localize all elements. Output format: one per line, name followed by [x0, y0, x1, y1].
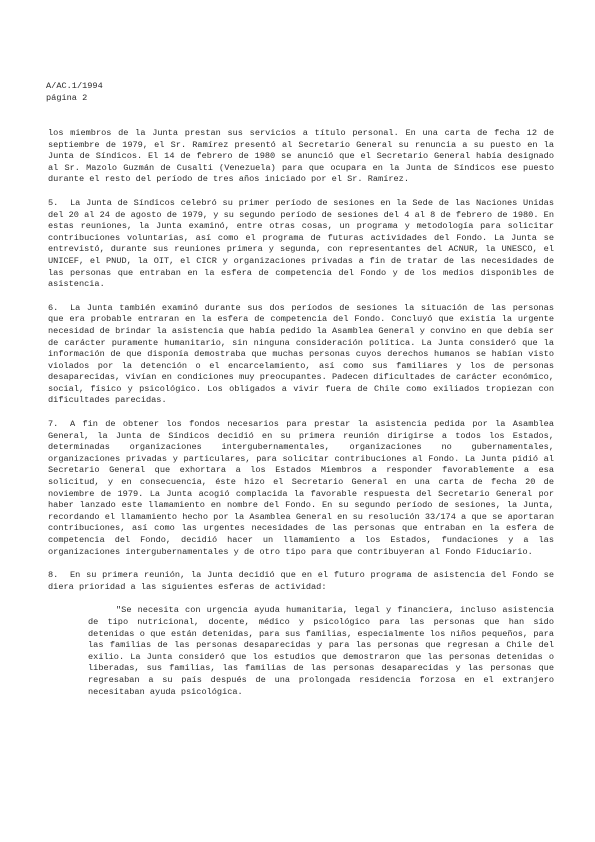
paragraph-number: 8.	[48, 570, 59, 581]
paragraph-text: La Junta también examinó durante sus dos períodos de sesiones la situación de las personas que era probable entraran en la esfera de competencia del Fondo. Concluyó que existía la urgente necesidad de brindar la asistencia que había pedido la Asamblea General y convino en que debía ser de carácter puramente humanitario, sin ninguna consideración política. La Junta consideró que la información de que disponía demostraba que muchas personas cuyos derechos humanos se habían visto violados por la detención o el encarcelamiento, así como sus familiares y los de personas desaparecidas, vivían en condiciones muy preocupantes. Padecen dificultades de carácter económico, social, físico y psicológico. Los obligados a vivir fuera de Chile como exiliados tropiezan con dificultades parecidas.	[48, 302, 554, 406]
paragraph-8	[48, 570, 554, 593]
quoted-block: "Se necesita con urgencia ayuda humanitaria, legal y financiera, incluso asistencia de tipo nutricional, docente, médico y psicológico para las personas que han sido detenidas o que están detenidas, para sus familias, especialmente los niños pequeños, para las familias de las personas desaparecidas y para las personas que regresan a Chile del exilio. La Junta consideró que los estudios que demostraron que las personas detenidas o liberadas, sus familias, las familias de las personas desaparecidas y las personas que regresaban a su país después de una prolongada residencia forzosa en el extranjero necesitaban ayuda psicológica.	[88, 605, 554, 697]
page-number: página 2	[46, 93, 88, 103]
paragraph-text: A fin de obtener los fondos necesarios para prestar la asistencia pedida por la Asamblea General, la Junta de Síndicos decidió en su primera reunión dirigirse a todos los Estados, determinadas organizaciones intergubernamentales, organizaciones no gubernamentales, organizaciones privadas y particulares, para solicitar contribuciones al Fondo. La Junta pidió al Secretario General que exhortara a los Estados Miembros a responder favorablemente a esa solicitud, y en consecuencia, éste hizo el Secretario General en una carta de fecha 20 de noviembre de 1979. La Junta acogió complacida la favorable respuesta del Secretario General por haber lanzado este llamamiento en nombre del Fondo. En su segundo período de sesiones, la Junta, recordando el llamamiento hecho por la Asamblea General en su resolución 33/174 a que se aportaran contribuciones, así como las urgentes necesidades de las personas que entraban en la esfera de competencia del Fondo, decidió hacer un llamamiento a los Estados, fundaciones y a las organizaciones intergubernamentales y de otro tipo para que contribuyeran al Fondo Fiduciario.	[48, 419, 554, 557]
document-reference: A/AC.1/1994	[46, 81, 103, 91]
paragraph-text: La Junta de Síndicos celebró su primer período de sesiones en la Sede de las Naciones Unidas del 20 al 24 de agosto de 1979, y su segundo período de sesiones del 4 al 8 de febrero de 1980. En estas reuniones, la Junta examinó, entre otras cosas, un programa y metodología para solicitar contribuciones voluntarias, así como el programa de futuras actividades del Fondo. La Junta se entrevistó, durante sus reuniones primera y segunda, con representantes del ACNUR, la UNESCO, el UNICEF, el PNUD, la OIT, el CICR y organizaciones privadas a fin de tratar de las necesidades de las personas que entraban en la esfera de competencia del Fondo y de los medios disponibles de asistencia.	[48, 197, 554, 290]
paragraph-continuation	[48, 128, 554, 186]
document-header	[46, 80, 103, 104]
paragraph-6	[48, 303, 554, 407]
paragraph-number: 6.	[48, 302, 59, 313]
paragraph-number: 5.	[48, 197, 59, 208]
paragraph-text: los miembros de la Junta prestan sus servicios a título personal. En una carta de fecha 12 de septiembre de 1979, el Sr. Ramírez presentó al Secretario General su renuncia a su puesto en la Junta de Síndicos. El 14 de febrero de 1980 se anunció que el Secretario General había designado al Sr. Mazolo Guzmán de Cusalti (Venezuela) para que ocupara en la Junta de Síndicos ese puesto durante el resto del período de tres años iniciado por el Sr. Ramírez.	[48, 128, 554, 185]
document-body	[48, 128, 554, 698]
paragraph-number: 7.	[48, 419, 59, 430]
paragraph-5	[48, 198, 554, 291]
paragraph-7	[48, 419, 554, 558]
paragraph-text: En su primera reunión, la Junta decidió que en el futuro programa de asistencia del Fondo se diera prioridad a las siguientes esferas de actividad:	[48, 570, 554, 592]
